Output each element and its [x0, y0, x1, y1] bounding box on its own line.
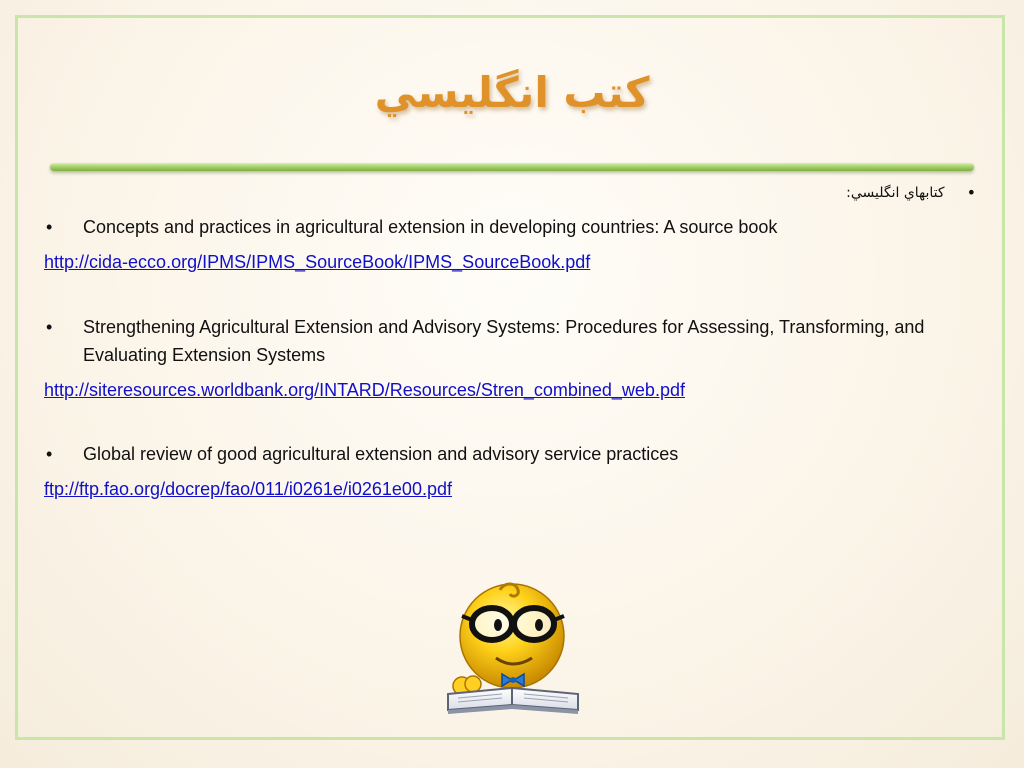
- content-area: [44, 213, 974, 503]
- rtl-bullet-item: [846, 183, 976, 202]
- list-item: [44, 213, 974, 241]
- list-item-text: Strengthening Agricultural Extension and Advisory Systems: Procedures for Assessing, Transforming, and Evaluating Extension Systems: [83, 317, 925, 365]
- bullet-icon: •: [46, 217, 53, 237]
- source-link[interactable]: http://cida-ecco.org/IPMS/IPMS_SourceBook/IPMS_SourceBook.pdf: [44, 252, 591, 272]
- source-link[interactable]: ftp://ftp.fao.org/docrep/fao/011/i0261e/i0261e00.pdf: [44, 479, 452, 499]
- title-divider: [50, 163, 974, 171]
- list-item-text: Global review of good agricultural extension and advisory service practices: [83, 444, 679, 464]
- source-link[interactable]: http://siteresources.worldbank.org/INTARD/Resources/Stren_combined_web.pdf: [44, 380, 685, 400]
- slide-title: كتب انگليسي: [374, 68, 650, 117]
- reading-smiley-with-glasses-icon: [440, 574, 585, 716]
- bullet-icon: •: [46, 444, 53, 464]
- list-item-text: Concepts and practices in agricultural extension in developing countries: A source book: [83, 217, 778, 237]
- list-item: [44, 313, 974, 369]
- bullet-icon: •: [46, 317, 53, 337]
- list-item: [44, 440, 974, 468]
- bullet-icon: •: [966, 183, 976, 202]
- rtl-item-text: كتابهاي انگليسي:: [846, 184, 945, 201]
